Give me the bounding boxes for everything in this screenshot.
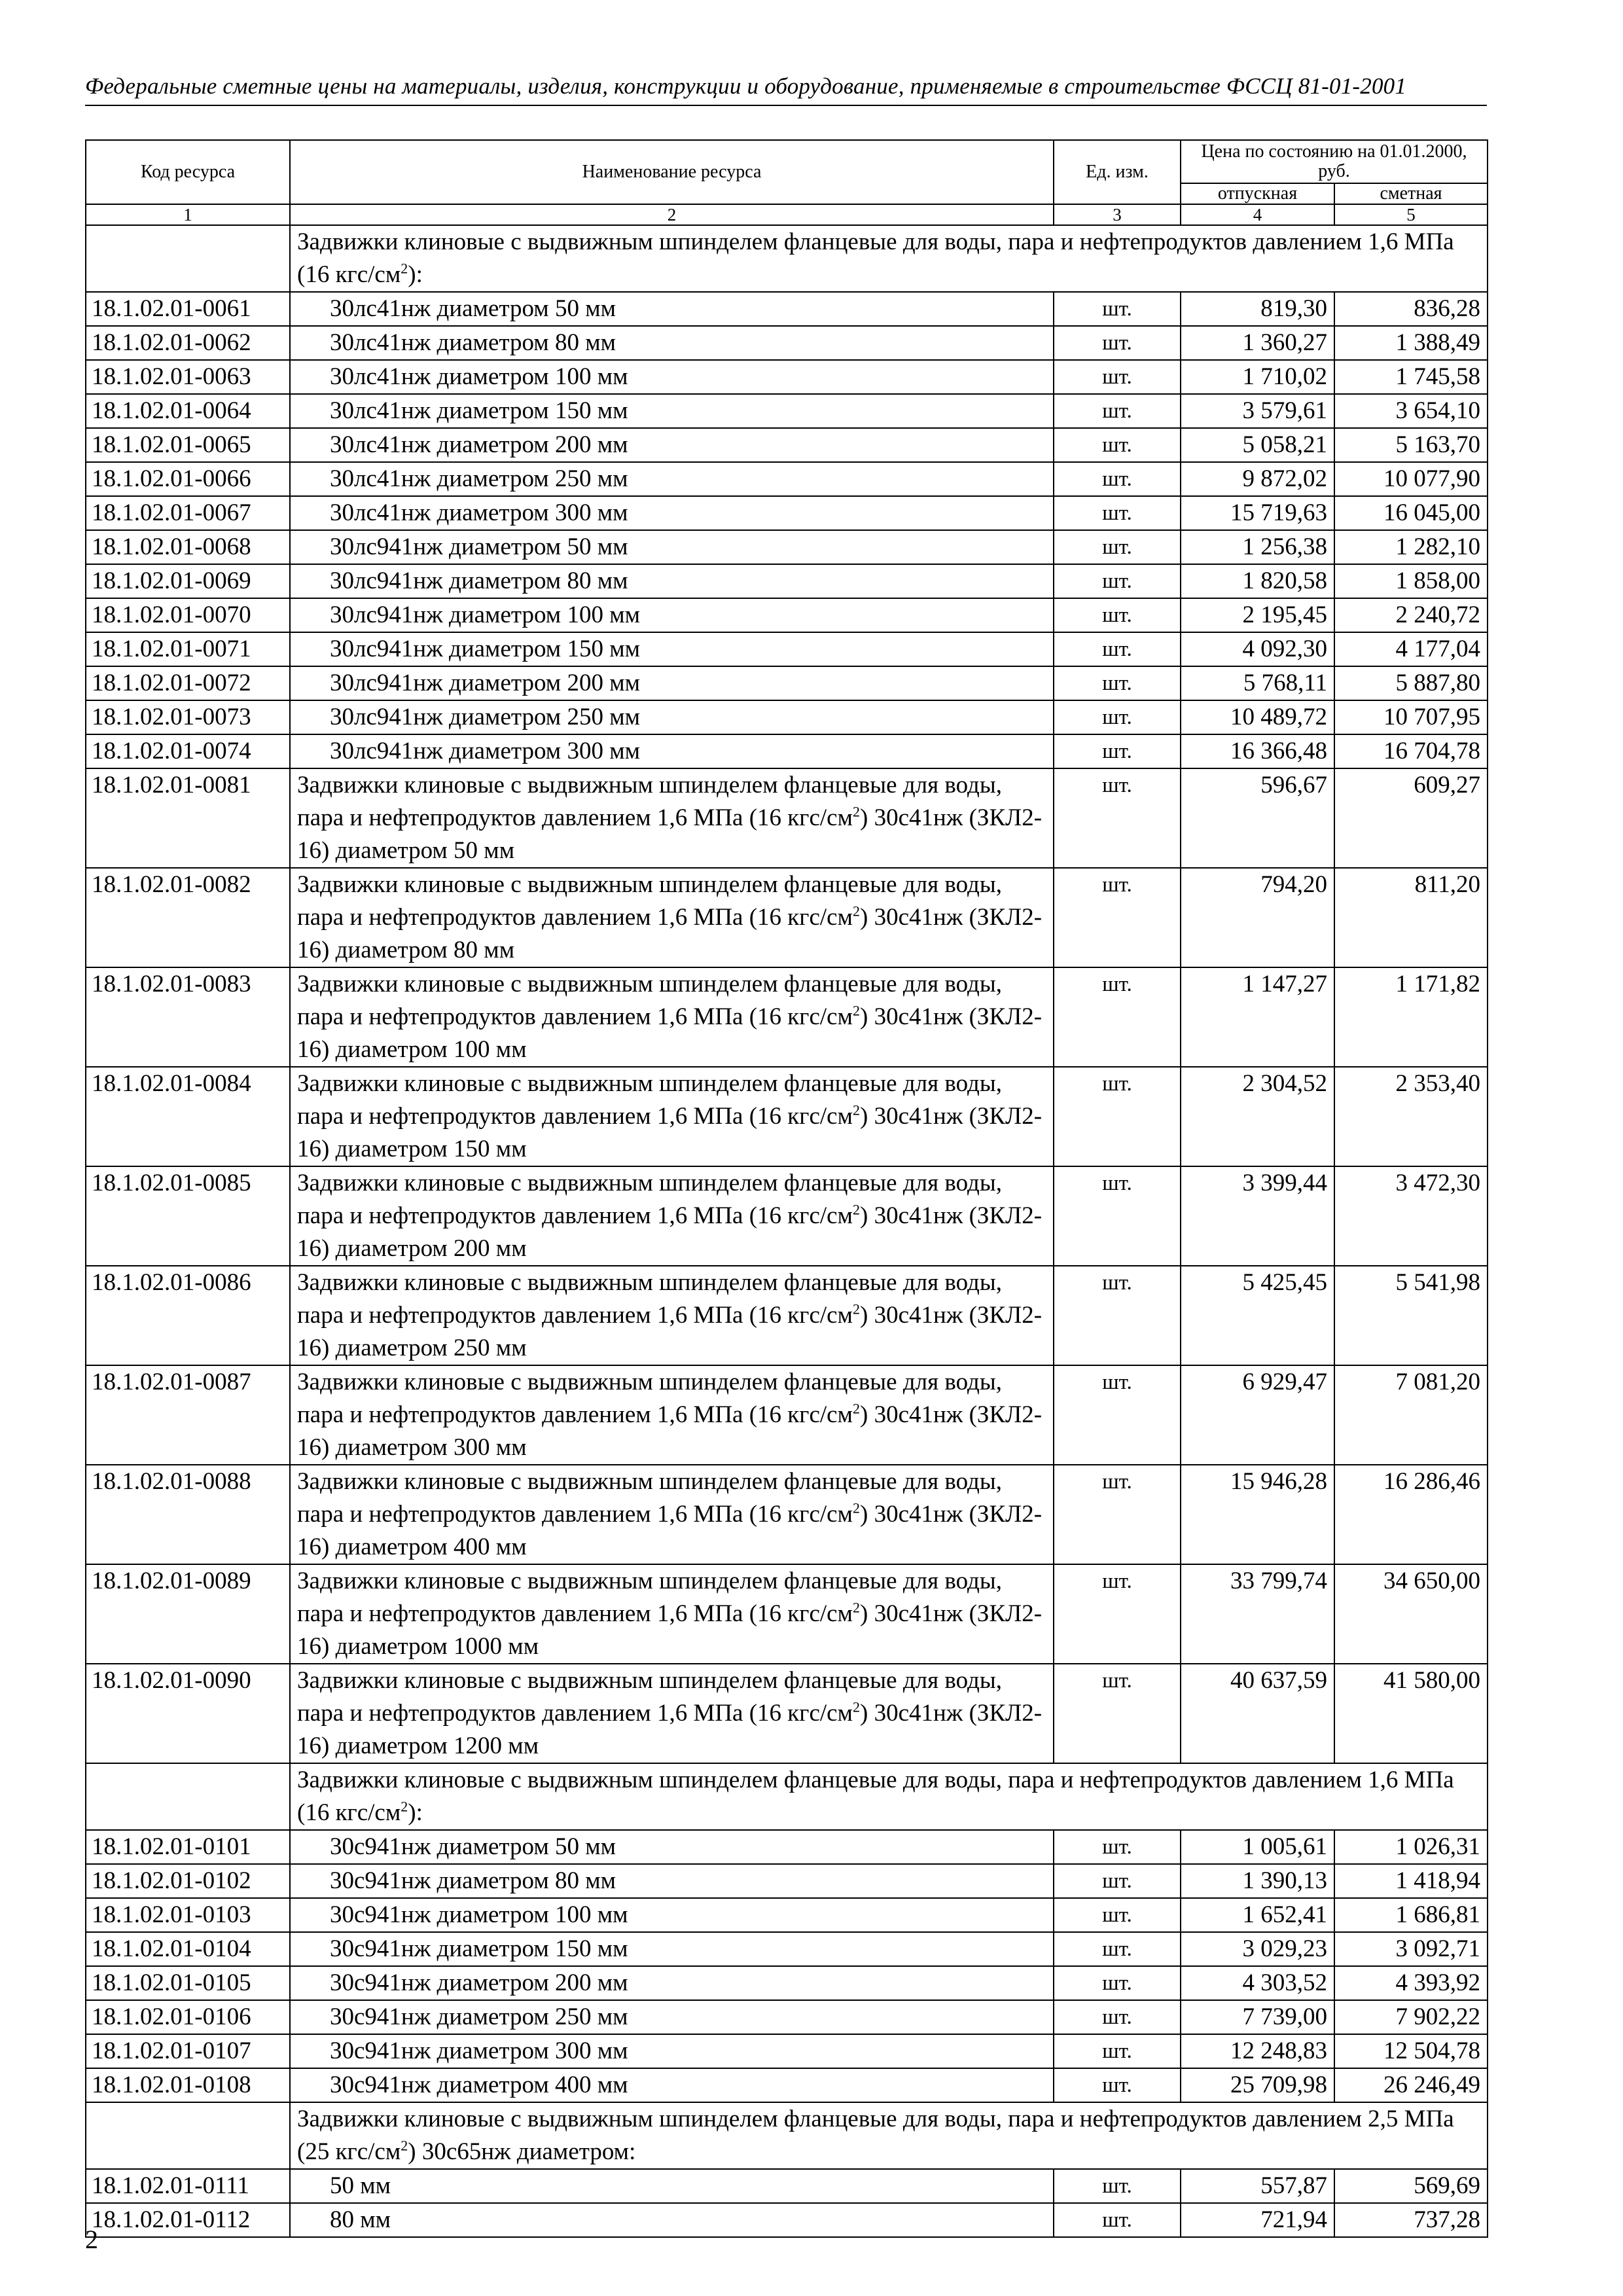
estimate-price: 811,20 <box>1334 868 1488 967</box>
release-price: 2 304,52 <box>1181 1067 1334 1166</box>
table-row <box>86 394 1488 428</box>
estimate-price: 16 286,46 <box>1334 1465 1488 1564</box>
release-price: 1 147,27 <box>1181 967 1334 1067</box>
resource-code: 18.1.02.01-0108 <box>86 2068 290 2102</box>
resource-unit: шт. <box>1054 1898 1181 1932</box>
resource-code: 18.1.02.01-0102 <box>86 1864 290 1898</box>
resource-unit: шт. <box>1054 1932 1181 1966</box>
resource-unit: шт. <box>1054 428 1181 462</box>
estimate-price: 4 177,04 <box>1334 632 1488 666</box>
resource-unit: шт. <box>1054 2203 1181 2237</box>
resource-unit: шт. <box>1054 666 1181 700</box>
resource-name: 30с941нж диаметром 50 мм <box>290 1830 1054 1864</box>
table-row <box>86 1465 1488 1564</box>
estimate-price: 1 745,58 <box>1334 360 1488 394</box>
estimate-price: 7 902,22 <box>1334 2000 1488 2034</box>
section-title: Задвижки клиновые с выдвижным шпинделем фланцевые для воды, пара и нефтепродуктов давлением 1,6 МПа (16 кгс/$см^2$): <box>290 225 1488 292</box>
resource-code: 18.1.02.01-0090 <box>86 1664 290 1763</box>
release-price: 819,30 <box>1181 292 1334 326</box>
resource-code: 18.1.02.01-0084 <box>86 1067 290 1166</box>
resource-name: 30с941нж диаметром 300 мм <box>290 2034 1054 2068</box>
resource-unit: шт. <box>1054 768 1181 868</box>
release-price: 721,94 <box>1181 2203 1334 2237</box>
estimate-price: 737,28 <box>1334 2203 1488 2237</box>
estimate-price: 5 163,70 <box>1334 428 1488 462</box>
resource-code: 18.1.02.01-0087 <box>86 1365 290 1465</box>
resource-name: 30лс941нж диаметром 300 мм <box>290 734 1054 768</box>
estimate-price: 2 240,72 <box>1334 598 1488 632</box>
resource-unit: шт. <box>1054 868 1181 967</box>
resource-code: 18.1.02.01-0072 <box>86 666 290 700</box>
resource-unit: шт. <box>1054 1365 1181 1465</box>
header-rule <box>85 105 1487 106</box>
resource-name: Задвижки клиновые с выдвижным шпинделем фланцевые для воды, пара и нефтепродуктов давлением 1,6 МПа (16 кгс/$см^2$) 30с41нж (ЗКЛ2-16) диаметром 200 мм <box>290 1166 1054 1266</box>
estimate-price: 569,69 <box>1334 2169 1488 2203</box>
resource-code: 18.1.02.01-0089 <box>86 1564 290 1664</box>
resource-unit: шт. <box>1054 360 1181 394</box>
table-row <box>86 734 1488 768</box>
resource-code: 18.1.02.01-0111 <box>86 2169 290 2203</box>
resource-unit: шт. <box>1054 394 1181 428</box>
section-code-cell <box>86 2102 290 2169</box>
resource-name: 30с941нж диаметром 80 мм <box>290 1864 1054 1898</box>
release-price: 12 248,83 <box>1181 2034 1334 2068</box>
resource-unit: шт. <box>1054 292 1181 326</box>
section-code-cell <box>86 225 290 292</box>
resource-code: 18.1.02.01-0104 <box>86 1932 290 1966</box>
resource-code: 18.1.02.01-0073 <box>86 700 290 734</box>
release-price: 16 366,48 <box>1181 734 1334 768</box>
release-price: 1 256,38 <box>1181 530 1334 564</box>
resource-name: 30лс41нж диаметром 80 мм <box>290 326 1054 360</box>
table-row <box>86 1830 1488 1864</box>
resource-name: 30лс941нж диаметром 50 мм <box>290 530 1054 564</box>
table-row <box>86 1966 1488 2000</box>
release-price: 1 820,58 <box>1181 564 1334 598</box>
column-number: 3 <box>1054 204 1181 225</box>
resource-code: 18.1.02.01-0071 <box>86 632 290 666</box>
release-price: 596,67 <box>1181 768 1334 868</box>
resource-name: Задвижки клиновые с выдвижным шпинделем фланцевые для воды, пара и нефтепродуктов давлением 1,6 МПа (16 кгс/$см^2$) 30с41нж (ЗКЛ2-16) диаметром 250 мм <box>290 1266 1054 1365</box>
resource-unit: шт. <box>1054 598 1181 632</box>
release-price: 3 399,44 <box>1181 1166 1334 1266</box>
resource-name: 30лс41нж диаметром 150 мм <box>290 394 1054 428</box>
resource-name: 30лс941нж диаметром 80 мм <box>290 564 1054 598</box>
section-heading-row <box>86 225 1488 292</box>
resource-name: Задвижки клиновые с выдвижным шпинделем фланцевые для воды, пара и нефтепродуктов давлением 1,6 МПа (16 кгс/$см^2$) 30с41нж (ЗКЛ2-16) диаметром 150 мм <box>290 1067 1054 1166</box>
release-price: 1 710,02 <box>1181 360 1334 394</box>
resource-unit: шт. <box>1054 734 1181 768</box>
table-row <box>86 1365 1488 1465</box>
estimate-price: 3 654,10 <box>1334 394 1488 428</box>
table-row <box>86 2034 1488 2068</box>
resource-name: 30лс941нж диаметром 200 мм <box>290 666 1054 700</box>
table-row <box>86 700 1488 734</box>
resource-code: 18.1.02.01-0107 <box>86 2034 290 2068</box>
resource-name: 30лс41нж диаметром 100 мм <box>290 360 1054 394</box>
table-row <box>86 496 1488 530</box>
estimate-price: 41 580,00 <box>1334 1664 1488 1763</box>
resource-code: 18.1.02.01-0067 <box>86 496 290 530</box>
resource-unit: шт. <box>1054 2169 1181 2203</box>
resource-unit: шт. <box>1054 2034 1181 2068</box>
release-price: 5 768,11 <box>1181 666 1334 700</box>
column-number: 2 <box>290 204 1054 225</box>
release-price: 794,20 <box>1181 868 1334 967</box>
resource-name: 30лс41нж диаметром 50 мм <box>290 292 1054 326</box>
resource-code: 18.1.02.01-0069 <box>86 564 290 598</box>
table-row <box>86 1898 1488 1932</box>
release-price: 1 360,27 <box>1181 326 1334 360</box>
resource-code: 18.1.02.01-0074 <box>86 734 290 768</box>
resource-code: 18.1.02.01-0086 <box>86 1266 290 1365</box>
release-price: 7 739,00 <box>1181 2000 1334 2034</box>
column-number: 1 <box>86 204 290 225</box>
resource-unit: шт. <box>1054 1266 1181 1365</box>
estimate-price: 1 282,10 <box>1334 530 1488 564</box>
table-row <box>86 360 1488 394</box>
estimate-price: 7 081,20 <box>1334 1365 1488 1465</box>
table-row <box>86 326 1488 360</box>
table-row <box>86 292 1488 326</box>
section-heading-row <box>86 2102 1488 2169</box>
resource-name: 30лс41нж диаметром 250 мм <box>290 462 1054 496</box>
table-row <box>86 967 1488 1067</box>
estimate-price: 5 541,98 <box>1334 1266 1488 1365</box>
release-price: 5 058,21 <box>1181 428 1334 462</box>
release-price: 10 489,72 <box>1181 700 1334 734</box>
price-table <box>85 139 1488 2238</box>
estimate-price: 1 686,81 <box>1334 1898 1488 1932</box>
resource-name: 30с941нж диаметром 200 мм <box>290 1966 1054 2000</box>
resource-unit: шт. <box>1054 1966 1181 2000</box>
resource-unit: шт. <box>1054 564 1181 598</box>
estimate-price: 10 707,95 <box>1334 700 1488 734</box>
release-price: 1 652,41 <box>1181 1898 1334 1932</box>
header-name: Наименование ресурса <box>290 140 1054 204</box>
table-row <box>86 1932 1488 1966</box>
resource-code: 18.1.02.01-0066 <box>86 462 290 496</box>
resource-name: 30лс41нж диаметром 200 мм <box>290 428 1054 462</box>
resource-code: 18.1.02.01-0061 <box>86 292 290 326</box>
release-price: 5 425,45 <box>1181 1266 1334 1365</box>
table-row <box>86 564 1488 598</box>
release-price: 4 303,52 <box>1181 1966 1334 2000</box>
resource-code: 18.1.02.01-0081 <box>86 768 290 868</box>
resource-code: 18.1.02.01-0112 <box>86 2203 290 2237</box>
estimate-price: 836,28 <box>1334 292 1488 326</box>
table-row <box>86 1664 1488 1763</box>
header-unit: Ед. изм. <box>1054 140 1181 204</box>
estimate-price: 34 650,00 <box>1334 1564 1488 1664</box>
release-price: 33 799,74 <box>1181 1564 1334 1664</box>
resource-code: 18.1.02.01-0103 <box>86 1898 290 1932</box>
table-row <box>86 1864 1488 1898</box>
estimate-price: 12 504,78 <box>1334 2034 1488 2068</box>
resource-code: 18.1.02.01-0065 <box>86 428 290 462</box>
estimate-price: 1 388,49 <box>1334 326 1488 360</box>
release-price: 1 005,61 <box>1181 1830 1334 1864</box>
release-price: 2 195,45 <box>1181 598 1334 632</box>
estimate-price: 4 393,92 <box>1334 1966 1488 2000</box>
resource-name: 80 мм <box>290 2203 1054 2237</box>
table-row <box>86 632 1488 666</box>
resource-name: 30лс41нж диаметром 300 мм <box>290 496 1054 530</box>
estimate-price: 3 472,30 <box>1334 1166 1488 1266</box>
column-number: 4 <box>1181 204 1334 225</box>
resource-code: 18.1.02.01-0085 <box>86 1166 290 1266</box>
table-body <box>86 225 1488 2237</box>
table-row <box>86 1266 1488 1365</box>
resource-unit: шт. <box>1054 496 1181 530</box>
page-number: 2 <box>85 2225 98 2254</box>
resource-code: 18.1.02.01-0106 <box>86 2000 290 2034</box>
resource-code: 18.1.02.01-0070 <box>86 598 290 632</box>
table-row <box>86 598 1488 632</box>
estimate-price: 10 077,90 <box>1334 462 1488 496</box>
resource-unit: шт. <box>1054 1830 1181 1864</box>
estimate-price: 1 418,94 <box>1334 1864 1488 1898</box>
resource-name: Задвижки клиновые с выдвижным шпинделем фланцевые для воды, пара и нефтепродуктов давлением 1,6 МПа (16 кгс/$см^2$) 30с41нж (ЗКЛ2-16) диаметром 1200 мм <box>290 1664 1054 1763</box>
resource-name: 30с941нж диаметром 100 мм <box>290 1898 1054 1932</box>
resource-unit: шт. <box>1054 1864 1181 1898</box>
resource-unit: шт. <box>1054 1465 1181 1564</box>
table-row <box>86 1166 1488 1266</box>
column-number: 5 <box>1334 204 1488 225</box>
section-code-cell <box>86 1763 290 1830</box>
resource-name: 30лс941нж диаметром 150 мм <box>290 632 1054 666</box>
resource-code: 18.1.02.01-0063 <box>86 360 290 394</box>
table-row <box>86 2203 1488 2237</box>
table-row <box>86 666 1488 700</box>
resource-unit: шт. <box>1054 1067 1181 1166</box>
estimate-price: 1 026,31 <box>1334 1830 1488 1864</box>
resource-code: 18.1.02.01-0064 <box>86 394 290 428</box>
resource-unit: шт. <box>1054 530 1181 564</box>
release-price: 1 390,13 <box>1181 1864 1334 1898</box>
resource-code: 18.1.02.01-0068 <box>86 530 290 564</box>
resource-code: 18.1.02.01-0083 <box>86 967 290 1067</box>
resource-unit: шт. <box>1054 1564 1181 1664</box>
header-code: Код ресурса <box>86 140 290 204</box>
header-estimate-price: сметная <box>1334 183 1488 204</box>
header-release-price: отпускная <box>1181 183 1334 204</box>
release-price: 4 092,30 <box>1181 632 1334 666</box>
release-price: 3 579,61 <box>1181 394 1334 428</box>
resource-code: 18.1.02.01-0062 <box>86 326 290 360</box>
resource-name: 30лс941нж диаметром 250 мм <box>290 700 1054 734</box>
resource-code: 18.1.02.01-0105 <box>86 1966 290 2000</box>
release-price: 15 719,63 <box>1181 496 1334 530</box>
estimate-price: 1 858,00 <box>1334 564 1488 598</box>
resource-name: 30с941нж диаметром 150 мм <box>290 1932 1054 1966</box>
table-row <box>86 2000 1488 2034</box>
resource-name: 30с941нж диаметром 400 мм <box>290 2068 1054 2102</box>
release-price: 9 872,02 <box>1181 462 1334 496</box>
release-price: 25 709,98 <box>1181 2068 1334 2102</box>
table-row <box>86 2169 1488 2203</box>
resource-code: 18.1.02.01-0082 <box>86 868 290 967</box>
release-price: 15 946,28 <box>1181 1465 1334 1564</box>
table-row <box>86 1067 1488 1166</box>
resource-code: 18.1.02.01-0088 <box>86 1465 290 1564</box>
estimate-price: 3 092,71 <box>1334 1932 1488 1966</box>
table-row <box>86 530 1488 564</box>
resource-name: 50 мм <box>290 2169 1054 2203</box>
resource-code: 18.1.02.01-0101 <box>86 1830 290 1864</box>
section-title: Задвижки клиновые с выдвижным шпинделем фланцевые для воды, пара и нефтепродуктов давлением 1,6 МПа (16 кгс/$см^2$): <box>290 1763 1488 1830</box>
estimate-price: 16 045,00 <box>1334 496 1488 530</box>
header-price-group: Цена по состоянию на 01.01.2000, руб. <box>1181 140 1488 183</box>
resource-name: Задвижки клиновые с выдвижным шпинделем фланцевые для воды, пара и нефтепродуктов давлением 1,6 МПа (16 кгс/$см^2$) 30с41нж (ЗКЛ2-16) диаметром 1000 мм <box>290 1564 1054 1664</box>
table-row <box>86 2068 1488 2102</box>
release-price: 6 929,47 <box>1181 1365 1334 1465</box>
table-row <box>86 868 1488 967</box>
section-title: Задвижки клиновые с выдвижным шпинделем фланцевые для воды, пара и нефтепродуктов давлением 2,5 МПа (25 кгс/$см^2$) 30с65нж диаметром: <box>290 2102 1488 2169</box>
release-price: 40 637,59 <box>1181 1664 1334 1763</box>
estimate-price: 1 171,82 <box>1334 967 1488 1067</box>
resource-unit: шт. <box>1054 2068 1181 2102</box>
resource-name: Задвижки клиновые с выдвижным шпинделем фланцевые для воды, пара и нефтепродуктов давлением 1,6 МПа (16 кгс/$см^2$) 30с41нж (ЗКЛ2-16) диаметром 100 мм <box>290 967 1054 1067</box>
table-row <box>86 462 1488 496</box>
resource-unit: шт. <box>1054 1166 1181 1266</box>
estimate-price: 16 704,78 <box>1334 734 1488 768</box>
table-row <box>86 768 1488 868</box>
table-header <box>86 140 1488 225</box>
resource-unit: шт. <box>1054 632 1181 666</box>
resource-name: Задвижки клиновые с выдвижным шпинделем фланцевые для воды, пара и нефтепродуктов давлением 1,6 МПа (16 кгс/$см^2$) 30с41нж (ЗКЛ2-16) диаметром 50 мм <box>290 768 1054 868</box>
resource-unit: шт. <box>1054 1664 1181 1763</box>
resource-name: 30лс941нж диаметром 100 мм <box>290 598 1054 632</box>
table-row <box>86 428 1488 462</box>
estimate-price: 2 353,40 <box>1334 1067 1488 1166</box>
resource-unit: шт. <box>1054 462 1181 496</box>
estimate-price: 609,27 <box>1334 768 1488 868</box>
table-row <box>86 1564 1488 1664</box>
resource-unit: шт. <box>1054 326 1181 360</box>
running-header: Федеральные сметные цены на материалы, изделия, конструкции и оборудование, применяемые в строительстве ФССЦ 81-01-2001 <box>85 73 1407 99</box>
estimate-price: 26 246,49 <box>1334 2068 1488 2102</box>
estimate-price: 5 887,80 <box>1334 666 1488 700</box>
resource-name: Задвижки клиновые с выдвижным шпинделем фланцевые для воды, пара и нефтепродуктов давлением 1,6 МПа (16 кгс/$см^2$) 30с41нж (ЗКЛ2-16) диаметром 400 мм <box>290 1465 1054 1564</box>
resource-unit: шт. <box>1054 2000 1181 2034</box>
resource-name: 30с941нж диаметром 250 мм <box>290 2000 1054 2034</box>
resource-unit: шт. <box>1054 967 1181 1067</box>
resource-unit: шт. <box>1054 700 1181 734</box>
release-price: 3 029,23 <box>1181 1932 1334 1966</box>
section-heading-row <box>86 1763 1488 1830</box>
release-price: 557,87 <box>1181 2169 1334 2203</box>
resource-name: Задвижки клиновые с выдвижным шпинделем фланцевые для воды, пара и нефтепродуктов давлением 1,6 МПа (16 кгс/$см^2$) 30с41нж (ЗКЛ2-16) диаметром 80 мм <box>290 868 1054 967</box>
resource-name: Задвижки клиновые с выдвижным шпинделем фланцевые для воды, пара и нефтепродуктов давлением 1,6 МПа (16 кгс/$см^2$) 30с41нж (ЗКЛ2-16) диаметром 300 мм <box>290 1365 1054 1465</box>
